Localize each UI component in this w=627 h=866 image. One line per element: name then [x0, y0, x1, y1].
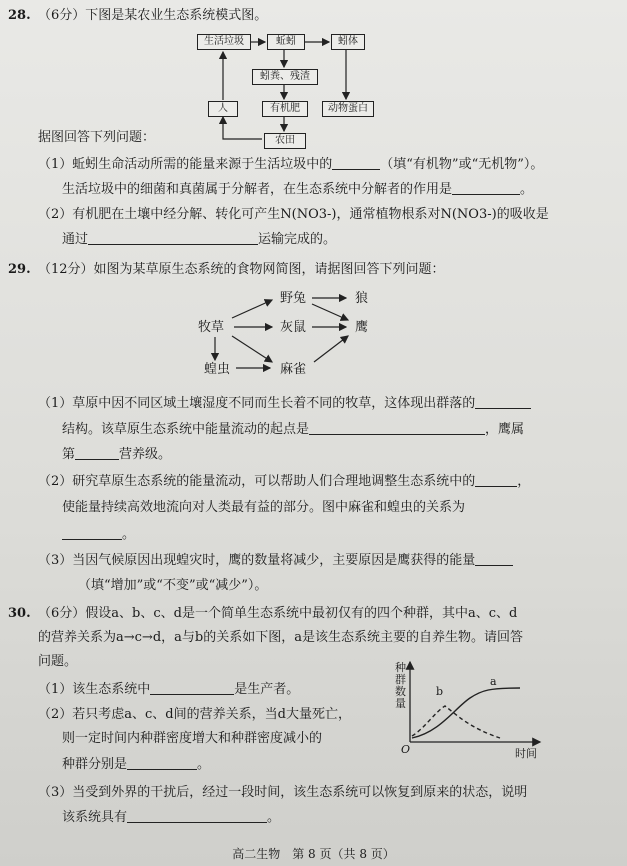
q28-s1-text: （1）蚯蚓生命活动所需的能量来源于生活垃圾中的 [38, 157, 333, 172]
node-locust: 蝗虫 [204, 362, 231, 377]
chart-ylabel: 种群数量 [395, 661, 406, 710]
q29-s1-text5: 营养级。 [119, 447, 172, 462]
q30-s2-line2: 则一定时间内种群密度增大和种群密度减小的 [62, 731, 323, 746]
q29-s1-text: （1）草原中因不同区域土壤湿度不同而生长着不同的牧草，这体现出群落的 [38, 396, 476, 411]
box-garbage: 生活垃圾 [197, 34, 251, 50]
box-worm-body: 蚓体 [331, 34, 365, 50]
node-grass: 牧草 [198, 320, 225, 335]
q30-line3: 问题。 [38, 654, 78, 669]
curve-a [412, 688, 520, 738]
q28-s1-end: 。 [520, 182, 534, 197]
node-hawk: 鹰 [355, 320, 369, 335]
box-farmland: 农田 [264, 133, 306, 149]
q28-intro: （6分）下图是某农业生态系统模式图。 [38, 8, 268, 23]
box-earthworm: 蚯蚓 [267, 34, 305, 50]
page-footer: 高二生物 第 8 页（共 8 页） [232, 847, 395, 861]
q28-s2-text: 通过 [62, 232, 89, 247]
q30-number: 30. [8, 606, 31, 621]
curve-a-label: a [490, 675, 497, 688]
q30-s3-end: 。 [267, 810, 281, 825]
box-animal-protein: 动物蛋白 [322, 101, 374, 117]
q29-s2-end: 。 [122, 527, 136, 542]
node-wolf: 狼 [355, 291, 369, 306]
q28-prompt: 据图回答下列问题： [38, 130, 156, 145]
q30-s3-text: 该系统具有 [62, 810, 128, 825]
box-fertilizer: 有机肥 [262, 101, 308, 117]
q29-s1-text4: 第 [62, 447, 76, 462]
box-human: 人 [208, 101, 238, 117]
q29-s3-text: （3）当因气候原因出现蝗灾时，鹰的数量将减少，主要原因是鹰获得的能量 [38, 553, 476, 568]
node-sparrow: 麻雀 [280, 362, 307, 377]
q30-s1-end: 是生产者。 [234, 682, 300, 697]
chart-origin: O [401, 743, 411, 756]
box-castings: 蚓粪、残渣 [252, 69, 318, 85]
q29-s2-comma: ， [517, 474, 531, 489]
q30-s3-line1: （3）当受到外界的干扰后，经过一段时间，该生态系统可以恢复到原来的状态，说明 [38, 785, 528, 800]
q29-s3-line2: （填“增加”或“不变”或“减少”）。 [78, 578, 268, 593]
q29-s1-text3: ，鹰属 [485, 422, 525, 437]
q30-s2-text: 种群分别是 [62, 757, 128, 772]
q30-s1-text: （1）该生态系统中 [38, 682, 151, 697]
q30-s2-line1: （2）若只考虑a、c、d间的营养关系，当d大量死亡， [38, 707, 351, 722]
q28-s1-text2: 生活垃圾中的细菌和真菌属于分解者，在生态系统中分解者的作用是 [62, 182, 453, 197]
q29-s2-line2: 使能量持续高效地流向对人类最有益的部分。图中麻雀和蝗虫的关系为 [62, 500, 466, 515]
q29-intro: （12分）如图为某草原生态系统的食物网简图，请据图回答下列问题： [38, 262, 445, 277]
node-mouse: 灰鼠 [280, 320, 307, 335]
chart-xlabel: 时间 [515, 747, 537, 760]
q28-s1-hint: （填“有机物”或“无机物”）。 [380, 157, 544, 172]
q28-s2-line1: （2）有机肥在土壤中经分解、转化可产生N(NO3-)，通常植物根系对N(NO3-)的吸收是 [38, 207, 549, 222]
q30-line2: 的营养关系为a→c→d，a与b的关系如下图，a是该生态系统主要的自养生物。请回答 [38, 630, 523, 645]
q29-s1-text2: 结构。该草原生态系统中能量流动的起点是 [62, 422, 310, 437]
q28-number: 28. [8, 8, 31, 23]
q28-s2-end: 运输完成的。 [258, 232, 337, 247]
node-rabbit: 野兔 [280, 291, 307, 306]
q29-number: 29. [8, 262, 31, 277]
curve-b-label: b [436, 685, 444, 698]
q29-s2-text: （2）研究草原生态系统的能量流动，可以帮助人们合理地调整生态系统中的 [38, 474, 476, 489]
q30-s2-end: 。 [197, 757, 211, 772]
q30-line1: （6分）假设a、b、c、d是一个简单生态系统中最初仅有的四个种群，其中a、c、d [38, 606, 518, 621]
